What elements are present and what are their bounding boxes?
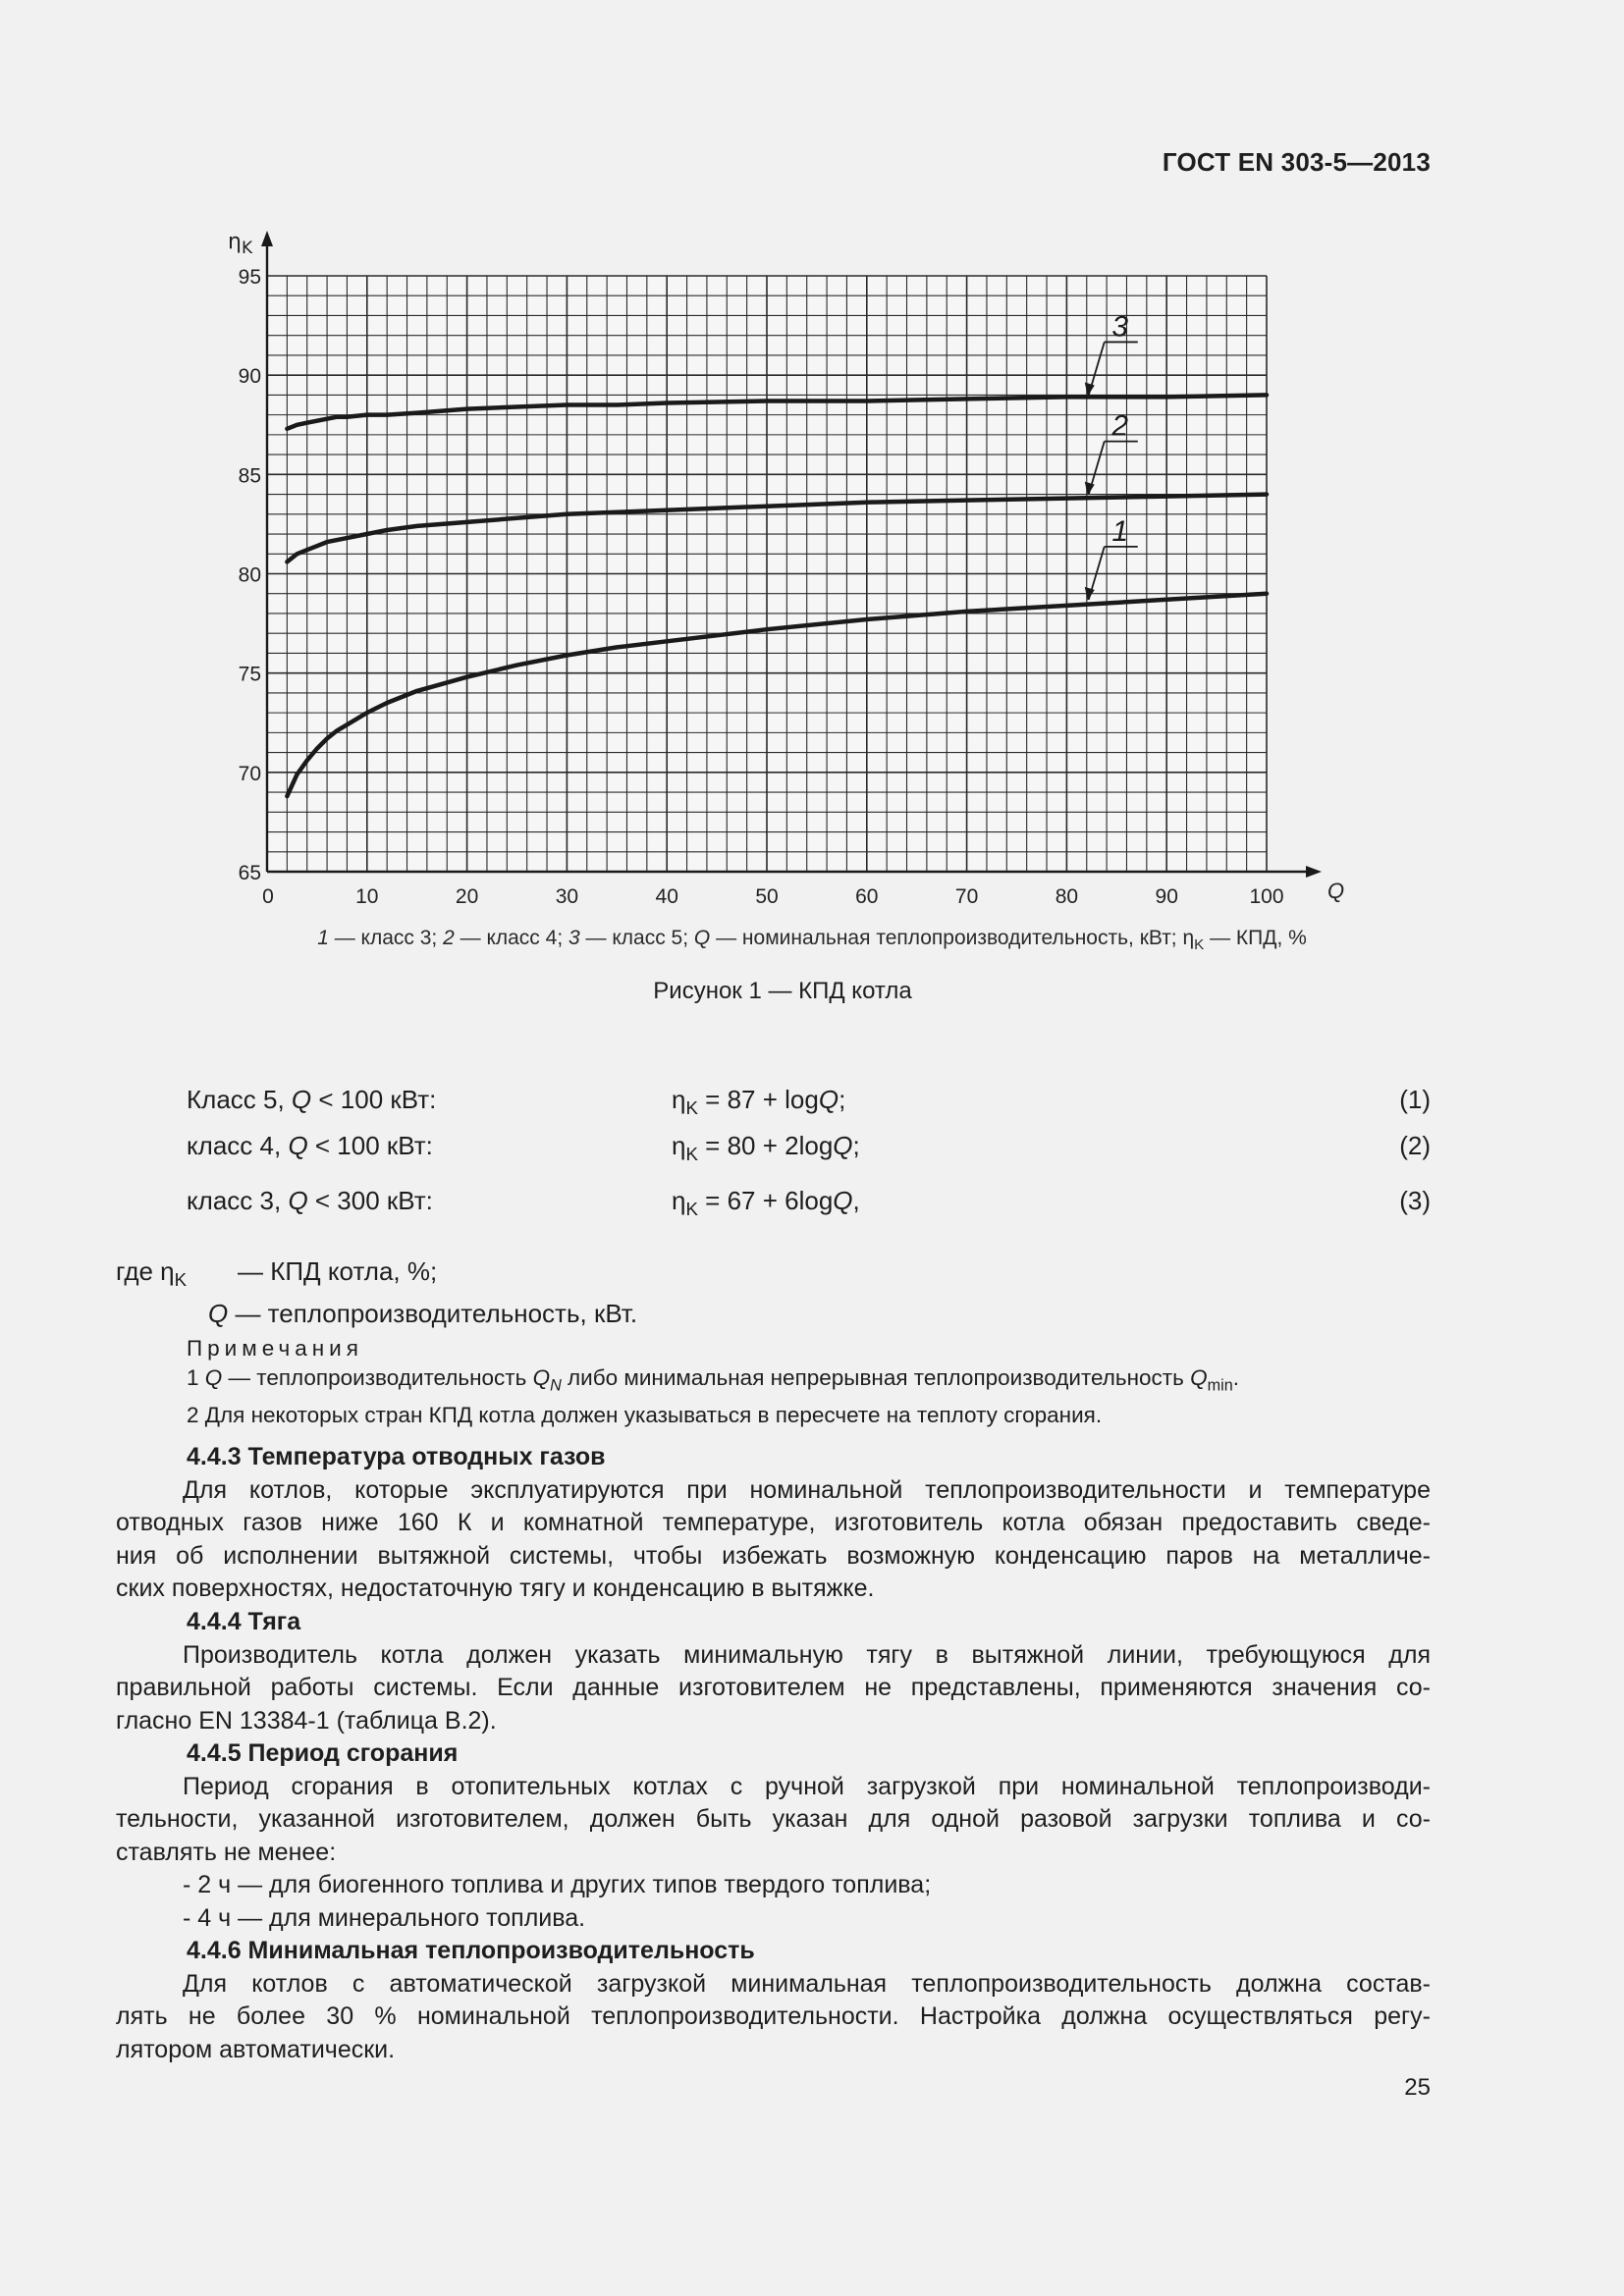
x-tick-label: 10 — [355, 885, 379, 908]
x-tick-label: 20 — [455, 885, 479, 908]
y-tick-label: 80 — [238, 563, 261, 587]
section-4-4-6-heading: 4.4.6 Минимальная теплопроизводительность — [187, 1937, 755, 1964]
y-axis-arrow — [261, 231, 273, 246]
efficiency-chart — [0, 0, 1624, 913]
list-item: - 4 ч — для минерального топлива. — [183, 1903, 586, 1932]
curve-label-3: 3 — [1111, 310, 1129, 344]
notes-block — [187, 1334, 1239, 1430]
section-4-4-5-line: ставлять не менее: — [116, 1838, 337, 1866]
y-tick-label: 95 — [238, 266, 261, 289]
section-4-4-4-line: гласно EN 13384-1 (таблица В.2). — [116, 1706, 497, 1735]
section-4-4-5-heading: 4.4.5 Период сгорания — [187, 1739, 459, 1767]
y-tick-label: 75 — [238, 663, 261, 686]
y-tick-label: 70 — [238, 762, 261, 785]
section-4-4-3 — [116, 1441, 1431, 1606]
section-4-4-4-heading: 4.4.4 Тяга — [187, 1608, 301, 1635]
x-tick-label: 70 — [954, 885, 979, 908]
where-eta: где $\eta_K$ — [116, 1256, 188, 1291]
formula-2-condition: класс 4, Q < 100 кВт: — [187, 1131, 433, 1160]
section-4-4-5-line: Период сгорания в отопительных котлах с ручной загрузкой при номинальной теплопроизводи- — [183, 1772, 1431, 1800]
y-tick-label: 65 — [238, 862, 261, 884]
x-axis-label: Q — [1327, 879, 1345, 903]
formula-3-expression: $\eta_K = 67 + 6\log Q$, — [672, 1186, 860, 1220]
y-tick-label: 90 — [238, 365, 261, 389]
y-tick-label: 85 — [238, 464, 261, 488]
x-tick-label: 80 — [1055, 885, 1079, 908]
where-q: Q — теплопроизводительность, кВт. — [208, 1299, 638, 1328]
section-4-4-3-line: ния об исполнении вытяжной системы, чтобы избежать возможную конденсацию паров на металличе- — [116, 1541, 1431, 1570]
section-4-4-6-line: Для котлов с автоматической загрузкой минимальная теплопроизводительность должна состав- — [183, 1969, 1431, 1998]
section-4-4-6 — [116, 1935, 1431, 2066]
formula-2-number: (2) — [1399, 1131, 1431, 1160]
document-header: ГОСТ EN 303-5—2013 — [1162, 147, 1431, 177]
page-number: 25 — [1404, 2074, 1431, 2101]
section-4-4-3-line: Для котлов, которые эксплуатируются при номинальной теплопроизводительности и температуре — [183, 1475, 1431, 1504]
formula-1-number: (1) — [1399, 1085, 1431, 1114]
section-4-4-6-line: лять не более 30 % номинальной теплопроизводительности. Настройка должна осуществляться регу- — [116, 2002, 1431, 2030]
x-tick-label: 50 — [755, 885, 779, 908]
section-4-4-3-line: ских поверхностях, недостаточную тягу и конденсацию в вытяжке. — [116, 1575, 875, 1602]
curve-label-1: 1 — [1111, 514, 1129, 548]
formula-2-expression: $\eta_K = 80 + 2\log Q$; — [672, 1131, 860, 1165]
x-tick-label: 40 — [655, 885, 678, 908]
x-axis-arrow — [1306, 866, 1322, 878]
section-4-4-3-line: отводных газов ниже 160 К и комнатной температуре, изготовитель котла обязан предоставить сведе- — [116, 1509, 1431, 1536]
section-4-4-5 — [116, 1737, 1431, 1935]
curve-label-2: 2 — [1111, 409, 1129, 443]
section-4-4-3-heading: 4.4.3 Температура отводных газов — [187, 1443, 606, 1470]
section-4-4-6-line: лятором автоматически. — [116, 2035, 396, 2063]
formula-1-condition: Класс 5, Q < 100 кВт: — [187, 1085, 437, 1114]
formula-3-number: (3) — [1399, 1186, 1431, 1215]
notes-title: Примечания — [187, 1336, 363, 1361]
note-1: 1 Q — теплопроизводительность $Q_N$ либо минимальная непрерывная теплопроизводительность $Q_{min}$. — [187, 1365, 1239, 1395]
figure-legend: 1 — класс 3; 2 — класс 4; 3 — класс 5; Q — номинальная теплопроизводительность, кВт; $\eta_K$ — КПД, % — [317, 927, 1307, 954]
list-item: - 2 ч — для биогенного топлива и других типов твердого топлива; — [183, 1871, 932, 1898]
x-tick-label: 30 — [555, 885, 579, 908]
x-tick-label: 90 — [1155, 885, 1178, 908]
section-4-4-5-line: тельности, указанной изготовителем, должен быть указан для одной разовой загрузки топлива и со- — [116, 1805, 1431, 1833]
x-tick-label: 100 — [1249, 885, 1284, 908]
section-4-4-4-line: правильной работы системы. Если данные изготовителем не представлены, применяются значения со- — [116, 1674, 1431, 1701]
where-eta-desc: — КПД котла, %; — [238, 1256, 438, 1286]
figure-title: Рисунок 1 — КПД котла — [653, 978, 912, 1004]
note-2: 2 Для некоторых стран КПД котла должен указываться в пересчете на теплоту сгорания. — [187, 1402, 1103, 1427]
formula-3-condition: класс 3, Q < 300 кВт: — [187, 1186, 433, 1215]
formula-1-expression: $\eta_K = 87 + \log Q$; — [672, 1085, 846, 1119]
y-axis-label: $\eta_K$ — [228, 230, 253, 258]
x-tick-label: 0 — [262, 885, 274, 908]
section-4-4-4 — [116, 1606, 1431, 1737]
x-tick-label: 60 — [855, 885, 879, 908]
section-4-4-4-line: Производитель котла должен указать минимальную тягу в вытяжной линии, требующуюся для — [183, 1640, 1431, 1669]
